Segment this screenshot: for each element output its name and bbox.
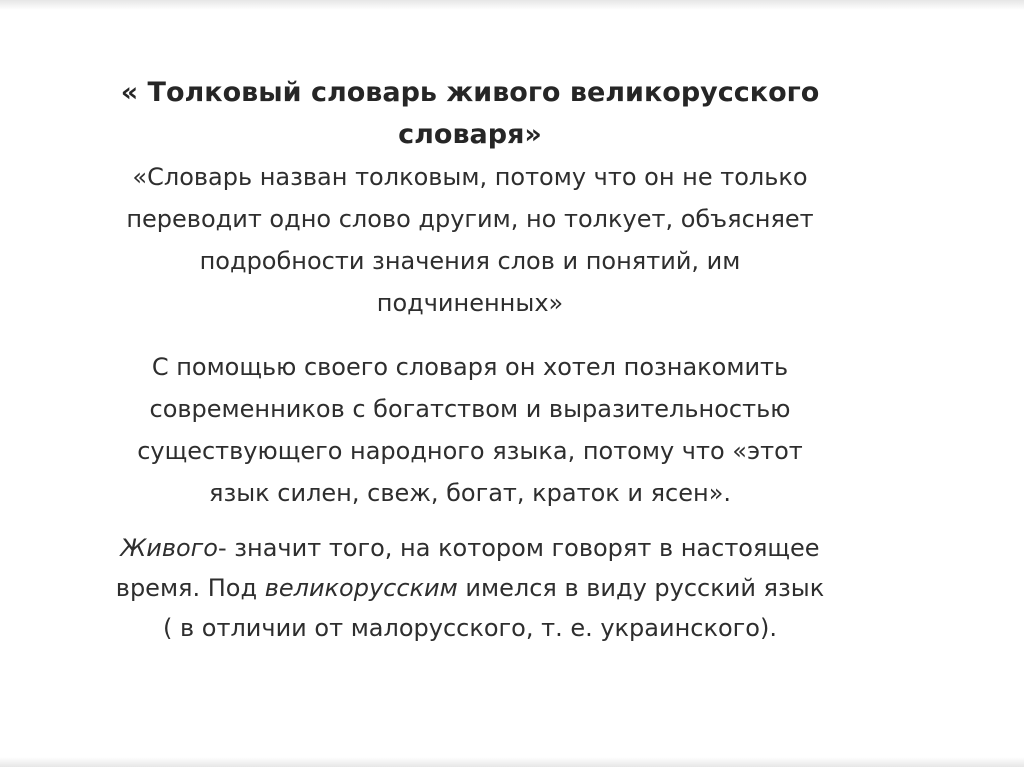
definition-paragraph bbox=[40, 528, 900, 648]
definition-text: имелся в виду русский язык bbox=[457, 574, 825, 602]
slide-content bbox=[40, 72, 900, 648]
dal-quote bbox=[40, 156, 900, 324]
definition-text: время. Под bbox=[115, 574, 265, 602]
quote-line: переводит одно слово другим, но толкует, объясняет bbox=[126, 205, 814, 233]
paragraph-line: существующего народного языка, потому что «этот bbox=[137, 437, 803, 465]
quote-line: подробности значения слов и понятий, им bbox=[199, 247, 741, 275]
definition-line-1 bbox=[40, 528, 900, 568]
paragraph-line: современников с богатством и выразительностью bbox=[149, 395, 791, 423]
term-velikorusskim: великорусским bbox=[264, 574, 458, 602]
definition-line-2 bbox=[40, 568, 900, 608]
title-line: словаря» bbox=[398, 119, 542, 150]
bottom-edge-shadow bbox=[0, 757, 1024, 767]
purpose-paragraph bbox=[40, 346, 900, 514]
slide-title bbox=[40, 72, 900, 156]
title-line: « Толковый словарь живого великорусского bbox=[120, 77, 820, 108]
quote-line: подчиненных» bbox=[376, 289, 564, 317]
paragraph-line: язык силен, свеж, богат, краток и ясен». bbox=[209, 479, 731, 507]
quote-line: «Словарь назван толковым, потому что он не только bbox=[132, 163, 808, 191]
paragraph-line: С помощью своего словаря он хотел познакомить bbox=[151, 353, 789, 381]
top-edge-shadow bbox=[0, 0, 1024, 10]
definition-line-3: ( в отличии от малорусского, т. е. украинского). bbox=[163, 614, 777, 642]
definition-text: - значит того, на котором говорят в настоящее bbox=[217, 534, 820, 562]
term-zhivogo: Живого bbox=[120, 534, 218, 562]
